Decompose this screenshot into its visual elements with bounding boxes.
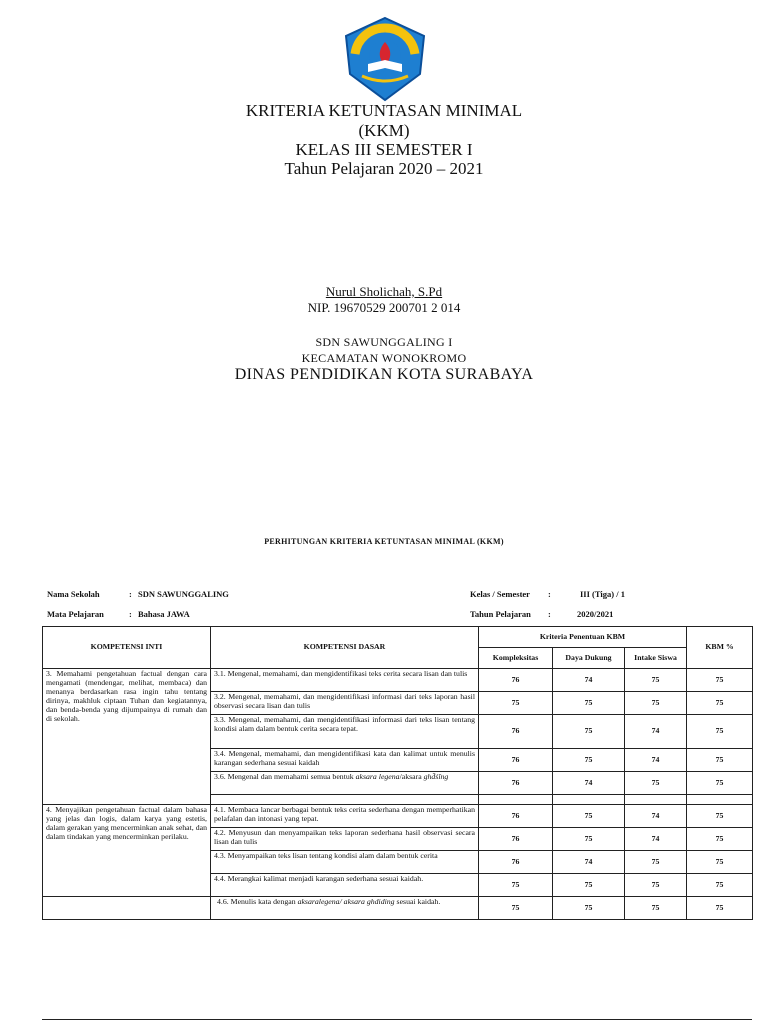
cover-title-line1: KRITERIA KETUNTASAN MINIMAL [245, 101, 523, 120]
kbm-value: 75 [687, 851, 753, 874]
complexity-value: 76 [479, 669, 553, 692]
support-value: 75 [553, 715, 625, 749]
header-criteria: Kriteria Penentuan KBM [479, 627, 687, 648]
cover-title-line3: KELAS III SEMESTER I [295, 140, 473, 159]
cover-title-line2: (KKM) [358, 121, 410, 140]
next-table-border [42, 1019, 752, 1020]
kd-text: 3.1. Mengenal, memahami, dan mengidentifikasi teks cerita secara lisan dan tulis [211, 669, 479, 692]
class-label: Kelas / Semester [470, 589, 530, 599]
tut-wuri-handayani-logo [340, 14, 430, 104]
kd-text [211, 772, 479, 795]
kbm-value: 75 [687, 715, 753, 749]
cover-title-line4: Tahun Pelajaran 2020 – 2021 [284, 159, 484, 178]
kd-text: 4.2. Menyusun dan menyampaikan teks laporan sederhana hasil observasi secara lisan dan tulis [211, 828, 479, 851]
school-name: SDN SAWUNGGALING I [315, 335, 453, 349]
department-name: DINAS PENDIDIKAN KOTA SURABAYA [234, 366, 534, 383]
complexity-value: 75 [479, 897, 553, 920]
kd-text: 3.2. Mengenal, memahami, dan mengidentifikasi informasi dari teks laporan hasil observasi secara lisan dan tulis [211, 692, 479, 715]
kd-text: 4.4. Merangkai kalimat menjadi karangan sederhana sesuai kaidah. [211, 874, 479, 897]
kkm-table [42, 626, 753, 920]
complexity-value: 76 [479, 749, 553, 772]
colon: : [129, 609, 132, 619]
complexity-value: 75 [479, 874, 553, 897]
colon: : [548, 589, 551, 599]
header-kbm: KBM % [687, 627, 753, 669]
kd-text-italic: aksaralegena/ aksara ghdiding [297, 897, 395, 906]
complexity-value: 76 [479, 828, 553, 851]
kd-text: 4.3. Menyampaikan teks lisan tentang kondisi alam dalam bentuk cerita [211, 851, 479, 874]
kd-text-part: sesuai kaidah. [394, 897, 441, 906]
kd-text-italic: aksara legena [355, 772, 400, 781]
intake-value: 74 [625, 805, 687, 828]
kbm-value: 75 [687, 828, 753, 851]
district-name: KECAMATAN WONOKROMO [301, 351, 467, 365]
intake-value: 75 [625, 692, 687, 715]
kd-text-part: 3.6. Mengenal dan memahami semua bentuk [214, 772, 356, 781]
support-value: 74 [553, 669, 625, 692]
kd-text: 3.4. Mengenal, memahami, dan mengidentifikasi kata dan kalimat untuk menulis karangan sederhana sesuai kaidah [211, 749, 479, 772]
table-row [43, 897, 753, 920]
complexity-value: 76 [479, 851, 553, 874]
kbm-value: 75 [687, 749, 753, 772]
header-ki: KOMPETENSI INTI [43, 627, 211, 669]
intake-value: 74 [625, 715, 687, 749]
ki-3-text: 3. Memahami pengetahuan factual dengan cara mengamati (mendengar, melihat, membaca) dan menanya berdasarkan rasa ingin tahu tentang dirinya, makhluk ciptaan Tuhan dan kegiatannya, dan benda-benda yang dijumpainya di rumah dan di sekolah. [43, 669, 211, 805]
header-support: Daya Dukung [553, 648, 625, 669]
subject-label: Mata Pelajaran [47, 609, 104, 619]
ki-4-text: 4. Menyajikan pengetahuan factual dalam bahasa yang jelas dan logis, dalam karya yang estetis, dalam gerakan yang mencerminkan anak sehat, dan dalam tindakan yang mencerminkan perilaku. [43, 805, 211, 897]
kd-text-italic: ghd̄ṡĩng [423, 772, 449, 781]
class-value: III (Tiga) / 1 [580, 589, 625, 599]
intake-value: 74 [625, 828, 687, 851]
complexity-value: 76 [479, 805, 553, 828]
header-complexity: Kompleksitas [479, 648, 553, 669]
support-value: 75 [553, 805, 625, 828]
complexity-value: 75 [479, 692, 553, 715]
year-label: Tahun Pelajaran [470, 609, 531, 619]
colon: : [129, 589, 132, 599]
support-value: 75 [553, 749, 625, 772]
intake-value: 75 [625, 874, 687, 897]
kbm-value: 75 [687, 805, 753, 828]
intake-value: 75 [625, 851, 687, 874]
support-value: 74 [553, 851, 625, 874]
year-value: 2020/2021 [577, 609, 614, 619]
kbm-value: 75 [687, 772, 753, 795]
subject-value: Bahasa JAWA [138, 609, 190, 619]
complexity-value: 76 [479, 772, 553, 795]
school-label: Nama Sekolah [47, 589, 100, 599]
intake-value: 74 [625, 749, 687, 772]
school-value: SDN SAWUNGGALING [138, 589, 229, 599]
kbm-value: 75 [687, 897, 753, 920]
teacher-name: Nurul Sholichah, S.Pd [325, 284, 443, 299]
support-value: 75 [553, 897, 625, 920]
header-kd: KOMPETENSI DASAR [211, 627, 479, 669]
kbm-value: 75 [687, 692, 753, 715]
colon: : [548, 609, 551, 619]
kd-text: 4.1. Membaca lancar berbagai bentuk teks cerita sederhana dengan memperhatikan pelafalan dan intonasi yang tepat. [211, 805, 479, 828]
table-row [43, 805, 753, 828]
kbm-value: 75 [687, 669, 753, 692]
intake-value: 75 [625, 897, 687, 920]
table-row [43, 669, 753, 692]
teacher-nip: NIP. 19670529 200701 2 014 [307, 300, 461, 315]
header-intake: Intake Siswa [625, 648, 687, 669]
intake-value: 75 [625, 772, 687, 795]
support-value: 75 [553, 692, 625, 715]
support-value: 75 [553, 874, 625, 897]
complexity-value: 76 [479, 715, 553, 749]
kd-text: 3.3. Mengenal, memahami, dan mengidentifikasi informasi dari teks lisan tentang kondisi alam dalam bentuk cerita secara tepat. [211, 715, 479, 749]
intake-value: 75 [625, 669, 687, 692]
kd-text-part: /aksara [399, 772, 424, 781]
kbm-value: 75 [687, 874, 753, 897]
kd-text-part: 4.6. Menulis kata dengan [217, 897, 298, 906]
calculation-title: PERHITUNGAN KRITERIA KETUNTASAN MINIMAL (KKM) [264, 537, 504, 546]
support-value: 75 [553, 828, 625, 851]
kd-text [211, 897, 479, 920]
support-value: 74 [553, 772, 625, 795]
